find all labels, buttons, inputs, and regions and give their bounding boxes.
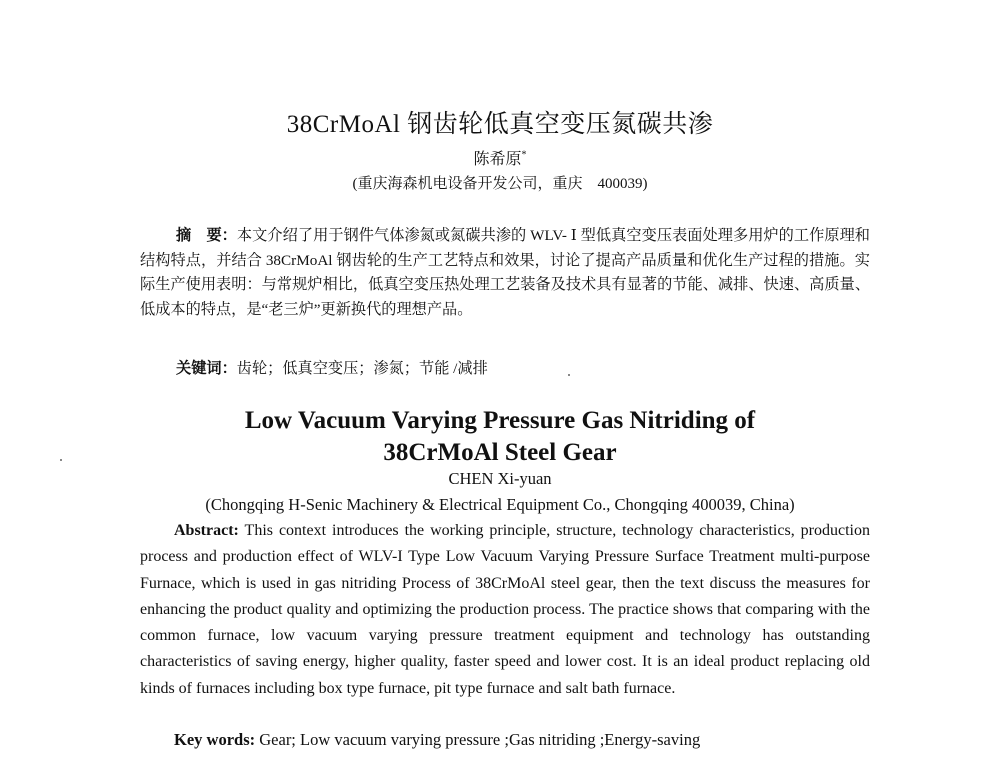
english-keywords-label: Key words: bbox=[174, 730, 256, 749]
chinese-keywords-text: 齿轮；低真空变压；渗氮；节能 /减排 bbox=[236, 360, 488, 377]
english-author: CHEN Xi-yuan bbox=[448, 469, 552, 488]
english-abstract bbox=[140, 518, 870, 702]
english-title-line-1: Low Vacuum Varying Pressure Gas Nitriding of bbox=[244, 407, 756, 434]
chinese-keywords bbox=[176, 357, 488, 378]
chinese-abstract-label: 摘 要： bbox=[176, 227, 237, 244]
english-abstract-text: This context introduces the working principle, structure, technology characteristics, production process and production effect of WLV-I Type Low Vacuum Varying Pressure Surface Treatment multi-purpose Furnace, which is used in gas nitriding Process of 38CrMoAl steel gear, then the text discuss the measures for enhancing the product quality and optimizing the production process. The practice shows that comparing with the common furnace, low vacuum varying pressure treatment equipment and technology has outstanding characteristics of saving energy, higher quality, faster speed and lower cost. It is an ideal product replacing old kinds of furnaces including box type furnace, pit type furnace and salt bath furnace. bbox=[140, 522, 870, 697]
chinese-title: 38CrMoAl 钢齿轮低真空变压氮碳共渗 bbox=[286, 111, 714, 138]
chinese-abstract-text: 本文介绍了用于钢件气体渗氮或氮碳共渗的 WLV- Ⅰ 型低真空变压表面处理多用炉的工作原理和结构特点，并结合 38CrMoAl 钢齿轮的生产工艺特点和效果，讨论了提高产品质量和优化生产过程的措施。实际生产使用表明：与常规炉相比，低真空变压热处理工艺装备及技术具有显著的节能、减排、快速、高质量、低成本的特点，是“老三炉”更新换代的理想产品。 bbox=[140, 227, 870, 318]
english-affiliation: (Chongqing H-Senic Machinery & Electrical Equipment Co., Chongqing 400039, China) bbox=[205, 495, 795, 514]
english-title bbox=[0, 405, 1000, 469]
english-keywords-text: Gear; Low vacuum varying pressure ;Gas nitriding ;Energy-saving bbox=[259, 730, 701, 749]
chinese-author-name: 陈希原 bbox=[473, 151, 522, 168]
scan-speck bbox=[60, 459, 62, 461]
chinese-abstract bbox=[140, 224, 870, 322]
scan-speck bbox=[568, 374, 570, 376]
english-keywords bbox=[174, 730, 700, 750]
chinese-affiliation: (重庆海森机电设备开发公司，重庆 400039) bbox=[352, 176, 648, 192]
chinese-keywords-label: 关键词： bbox=[176, 360, 237, 377]
english-abstract-label: Abstract: bbox=[174, 522, 239, 539]
author-footnote-mark: * bbox=[521, 149, 527, 161]
english-title-line-2: 38CrMoAl Steel Gear bbox=[383, 439, 617, 466]
chinese-author bbox=[0, 146, 1000, 169]
